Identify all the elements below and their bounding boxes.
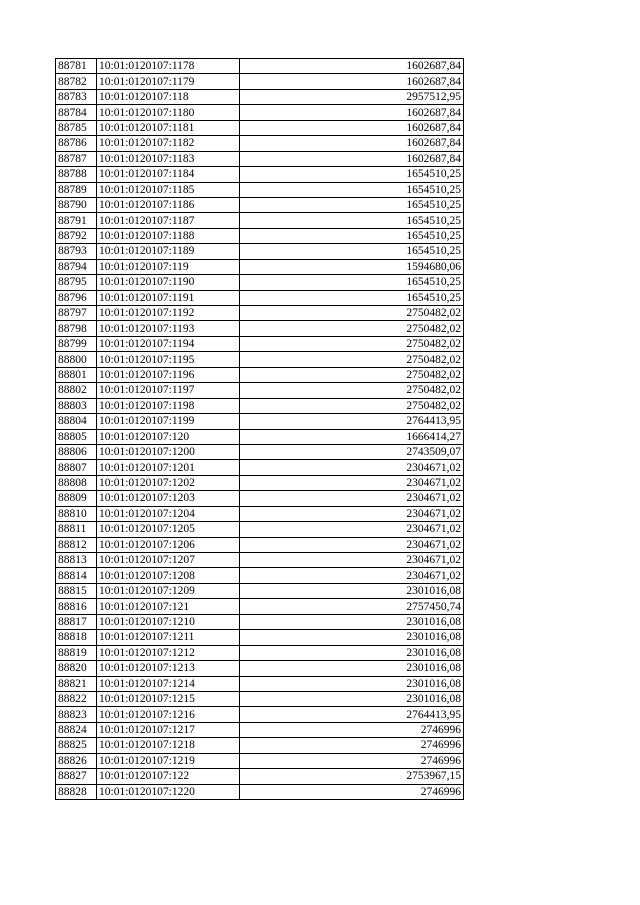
cadastral-value-cell: 2757450,74	[240, 599, 464, 614]
row-id-cell: 88819	[56, 645, 97, 660]
cadastral-value-cell: 2750482,02	[240, 306, 464, 321]
cadastral-value-cell: 2746996	[240, 722, 464, 737]
cadastral-value-cell: 2301016,08	[240, 691, 464, 706]
table-row	[56, 784, 464, 799]
cadastral-number-cell: 10:01:0120107:1186	[97, 197, 240, 212]
table-row	[56, 321, 464, 336]
cadastral-number-cell: 10:01:0120107:1181	[97, 120, 240, 135]
row-id-cell: 88786	[56, 136, 97, 151]
cadastral-value-cell: 2301016,08	[240, 661, 464, 676]
table-row	[56, 522, 464, 537]
cadastral-number-cell: 10:01:0120107:1201	[97, 460, 240, 475]
table-row	[56, 491, 464, 506]
table-row	[56, 244, 464, 259]
cadastral-value-cell: 2746996	[240, 738, 464, 753]
cadastral-number-cell: 10:01:0120107:1211	[97, 630, 240, 645]
row-id-cell: 88794	[56, 259, 97, 274]
cadastral-number-cell: 10:01:0120107:1205	[97, 522, 240, 537]
row-id-cell: 88781	[56, 59, 97, 74]
row-id-cell: 88791	[56, 213, 97, 228]
cadastral-value-cell: 2304671,02	[240, 568, 464, 583]
table-row	[56, 367, 464, 382]
cadastral-value-cell: 1594680,06	[240, 259, 464, 274]
cadastral-value-cell: 1654510,25	[240, 182, 464, 197]
table-row	[56, 59, 464, 74]
cadastral-number-cell: 10:01:0120107:1195	[97, 352, 240, 367]
cadastral-number-cell: 10:01:0120107:1191	[97, 290, 240, 305]
row-id-cell: 88816	[56, 599, 97, 614]
cadastral-number-cell: 10:01:0120107:121	[97, 599, 240, 614]
cadastral-number-cell: 10:01:0120107:1183	[97, 151, 240, 166]
row-id-cell: 88797	[56, 306, 97, 321]
row-id-cell: 88817	[56, 614, 97, 629]
cadastral-value-cell: 2301016,08	[240, 583, 464, 598]
row-id-cell: 88796	[56, 290, 97, 305]
row-id-cell: 88793	[56, 244, 97, 259]
cadastral-number-cell: 10:01:0120107:1216	[97, 707, 240, 722]
table-row	[56, 105, 464, 120]
cadastral-value-cell: 2764413,95	[240, 414, 464, 429]
table-row	[56, 306, 464, 321]
row-id-cell: 88818	[56, 630, 97, 645]
cadastral-value-cell: 2750482,02	[240, 383, 464, 398]
table-row	[56, 120, 464, 135]
cadastral-number-cell: 10:01:0120107:1198	[97, 398, 240, 413]
row-id-cell: 88789	[56, 182, 97, 197]
cadastral-value-cell: 1654510,25	[240, 275, 464, 290]
cadastral-number-cell: 10:01:0120107:1189	[97, 244, 240, 259]
cadastral-value-cell: 2304671,02	[240, 553, 464, 568]
row-id-cell: 88785	[56, 120, 97, 135]
table-row	[56, 259, 464, 274]
cadastral-number-cell: 10:01:0120107:1187	[97, 213, 240, 228]
cadastral-number-cell: 10:01:0120107:1200	[97, 444, 240, 459]
row-id-cell: 88827	[56, 769, 97, 784]
table-row	[56, 352, 464, 367]
cadastral-number-cell: 10:01:0120107:1217	[97, 722, 240, 737]
cadastral-number-cell: 10:01:0120107:1192	[97, 306, 240, 321]
table-row	[56, 398, 464, 413]
table-row	[56, 228, 464, 243]
row-id-cell: 88783	[56, 89, 97, 104]
cadastral-number-cell: 10:01:0120107:1185	[97, 182, 240, 197]
cadastral-number-cell: 10:01:0120107:1182	[97, 136, 240, 151]
row-id-cell: 88795	[56, 275, 97, 290]
cadastral-value-cell: 2304671,02	[240, 537, 464, 552]
row-id-cell: 88792	[56, 228, 97, 243]
row-id-cell: 88821	[56, 676, 97, 691]
cadastral-value-cell: 2743509,07	[240, 444, 464, 459]
row-id-cell: 88807	[56, 460, 97, 475]
table-row	[56, 167, 464, 182]
row-id-cell: 88804	[56, 414, 97, 429]
row-id-cell: 88784	[56, 105, 97, 120]
cadastral-value-cell: 1666414,27	[240, 429, 464, 444]
table-row	[56, 568, 464, 583]
cadastral-value-cell: 1654510,25	[240, 213, 464, 228]
cadastral-value-cell: 1602687,84	[240, 105, 464, 120]
table-row	[56, 275, 464, 290]
cadastral-number-cell: 10:01:0120107:1194	[97, 336, 240, 351]
table-row	[56, 614, 464, 629]
cadastral-value-cell: 2304671,02	[240, 460, 464, 475]
cadastral-value-cell: 2746996	[240, 753, 464, 768]
row-id-cell: 88813	[56, 553, 97, 568]
row-id-cell: 88811	[56, 522, 97, 537]
cadastral-value-cell: 2764413,95	[240, 707, 464, 722]
cadastral-value-cell: 2301016,08	[240, 614, 464, 629]
table-row	[56, 691, 464, 706]
table-row	[56, 151, 464, 166]
cadastral-value-cell: 2304671,02	[240, 475, 464, 490]
cadastral-number-cell: 10:01:0120107:1197	[97, 383, 240, 398]
cadastral-number-cell: 10:01:0120107:1178	[97, 59, 240, 74]
cadastral-number-cell: 10:01:0120107:1210	[97, 614, 240, 629]
table-row	[56, 506, 464, 521]
table-row	[56, 383, 464, 398]
row-id-cell: 88815	[56, 583, 97, 598]
table-row	[56, 74, 464, 89]
cadastral-value-cell: 2750482,02	[240, 367, 464, 382]
cadastral-value-cell: 2304671,02	[240, 491, 464, 506]
cadastral-number-cell: 10:01:0120107:1208	[97, 568, 240, 583]
table-row	[56, 630, 464, 645]
cadastral-number-cell: 10:01:0120107:1212	[97, 645, 240, 660]
document-page	[55, 58, 464, 800]
cadastral-number-cell: 10:01:0120107:120	[97, 429, 240, 444]
row-id-cell: 88788	[56, 167, 97, 182]
row-id-cell: 88825	[56, 738, 97, 753]
row-id-cell: 88828	[56, 784, 97, 799]
table-row	[56, 89, 464, 104]
row-id-cell: 88787	[56, 151, 97, 166]
cadastral-value-cell: 2750482,02	[240, 398, 464, 413]
table-row	[56, 429, 464, 444]
table-row	[56, 336, 464, 351]
table-row	[56, 738, 464, 753]
cadastral-value-cell: 1654510,25	[240, 167, 464, 182]
row-id-cell: 88790	[56, 197, 97, 212]
table-row	[56, 661, 464, 676]
cadastral-value-cell: 1602687,84	[240, 120, 464, 135]
cadastral-number-cell: 10:01:0120107:1202	[97, 475, 240, 490]
cadastral-number-cell: 10:01:0120107:118	[97, 89, 240, 104]
table-row	[56, 553, 464, 568]
table-row	[56, 676, 464, 691]
cadastral-value-cell: 2750482,02	[240, 321, 464, 336]
table-row	[56, 707, 464, 722]
cadastral-number-cell: 10:01:0120107:1180	[97, 105, 240, 120]
cadastral-value-cell: 2750482,02	[240, 352, 464, 367]
cadastral-value-table	[55, 58, 464, 800]
cadastral-number-cell: 10:01:0120107:119	[97, 259, 240, 274]
cadastral-value-cell: 1602687,84	[240, 59, 464, 74]
cadastral-value-cell: 1654510,25	[240, 197, 464, 212]
table-row	[56, 460, 464, 475]
table-row	[56, 136, 464, 151]
row-id-cell: 88812	[56, 537, 97, 552]
cadastral-number-cell: 10:01:0120107:1188	[97, 228, 240, 243]
cadastral-value-cell: 1602687,84	[240, 136, 464, 151]
cadastral-number-cell: 10:01:0120107:1184	[97, 167, 240, 182]
row-id-cell: 88782	[56, 74, 97, 89]
row-id-cell: 88822	[56, 691, 97, 706]
row-id-cell: 88808	[56, 475, 97, 490]
cadastral-number-cell: 10:01:0120107:1199	[97, 414, 240, 429]
row-id-cell: 88826	[56, 753, 97, 768]
table-row	[56, 475, 464, 490]
row-id-cell: 88799	[56, 336, 97, 351]
cadastral-value-cell: 2304671,02	[240, 506, 464, 521]
row-id-cell: 88800	[56, 352, 97, 367]
cadastral-value-cell: 2301016,08	[240, 630, 464, 645]
cadastral-value-cell: 2753967,15	[240, 769, 464, 784]
cadastral-value-cell: 1602687,84	[240, 74, 464, 89]
row-id-cell: 88809	[56, 491, 97, 506]
table-row	[56, 583, 464, 598]
row-id-cell: 88803	[56, 398, 97, 413]
table-row	[56, 290, 464, 305]
table-row	[56, 197, 464, 212]
cadastral-number-cell: 10:01:0120107:1207	[97, 553, 240, 568]
table-row	[56, 645, 464, 660]
table-row	[56, 414, 464, 429]
cadastral-number-cell: 10:01:0120107:1220	[97, 784, 240, 799]
cadastral-number-cell: 10:01:0120107:1219	[97, 753, 240, 768]
cadastral-number-cell: 10:01:0120107:1215	[97, 691, 240, 706]
cadastral-value-cell: 2957512,95	[240, 89, 464, 104]
row-id-cell: 88814	[56, 568, 97, 583]
table-row	[56, 444, 464, 459]
cadastral-value-cell: 2746996	[240, 784, 464, 799]
cadastral-value-cell: 1654510,25	[240, 244, 464, 259]
table-row	[56, 753, 464, 768]
table-row	[56, 599, 464, 614]
cadastral-number-cell: 10:01:0120107:1218	[97, 738, 240, 753]
cadastral-number-cell: 10:01:0120107:1179	[97, 74, 240, 89]
cadastral-number-cell: 10:01:0120107:1203	[97, 491, 240, 506]
cadastral-value-cell: 2750482,02	[240, 336, 464, 351]
row-id-cell: 88801	[56, 367, 97, 382]
row-id-cell: 88820	[56, 661, 97, 676]
cadastral-value-cell: 1654510,25	[240, 290, 464, 305]
table-row	[56, 537, 464, 552]
table-body	[56, 59, 464, 800]
row-id-cell: 88823	[56, 707, 97, 722]
cadastral-number-cell: 10:01:0120107:1214	[97, 676, 240, 691]
cadastral-value-cell: 2301016,08	[240, 676, 464, 691]
cadastral-number-cell: 10:01:0120107:1190	[97, 275, 240, 290]
cadastral-number-cell: 10:01:0120107:1209	[97, 583, 240, 598]
table-row	[56, 722, 464, 737]
cadastral-value-cell: 1602687,84	[240, 151, 464, 166]
row-id-cell: 88805	[56, 429, 97, 444]
row-id-cell: 88806	[56, 444, 97, 459]
row-id-cell: 88810	[56, 506, 97, 521]
cadastral-number-cell: 10:01:0120107:1206	[97, 537, 240, 552]
cadastral-number-cell: 10:01:0120107:1213	[97, 661, 240, 676]
cadastral-number-cell: 10:01:0120107:1193	[97, 321, 240, 336]
cadastral-number-cell: 10:01:0120107:122	[97, 769, 240, 784]
cadastral-value-cell: 2301016,08	[240, 645, 464, 660]
row-id-cell: 88798	[56, 321, 97, 336]
table-row	[56, 213, 464, 228]
cadastral-value-cell: 1654510,25	[240, 228, 464, 243]
cadastral-number-cell: 10:01:0120107:1196	[97, 367, 240, 382]
cadastral-value-cell: 2304671,02	[240, 522, 464, 537]
table-row	[56, 182, 464, 197]
cadastral-number-cell: 10:01:0120107:1204	[97, 506, 240, 521]
row-id-cell: 88824	[56, 722, 97, 737]
row-id-cell: 88802	[56, 383, 97, 398]
table-row	[56, 769, 464, 784]
